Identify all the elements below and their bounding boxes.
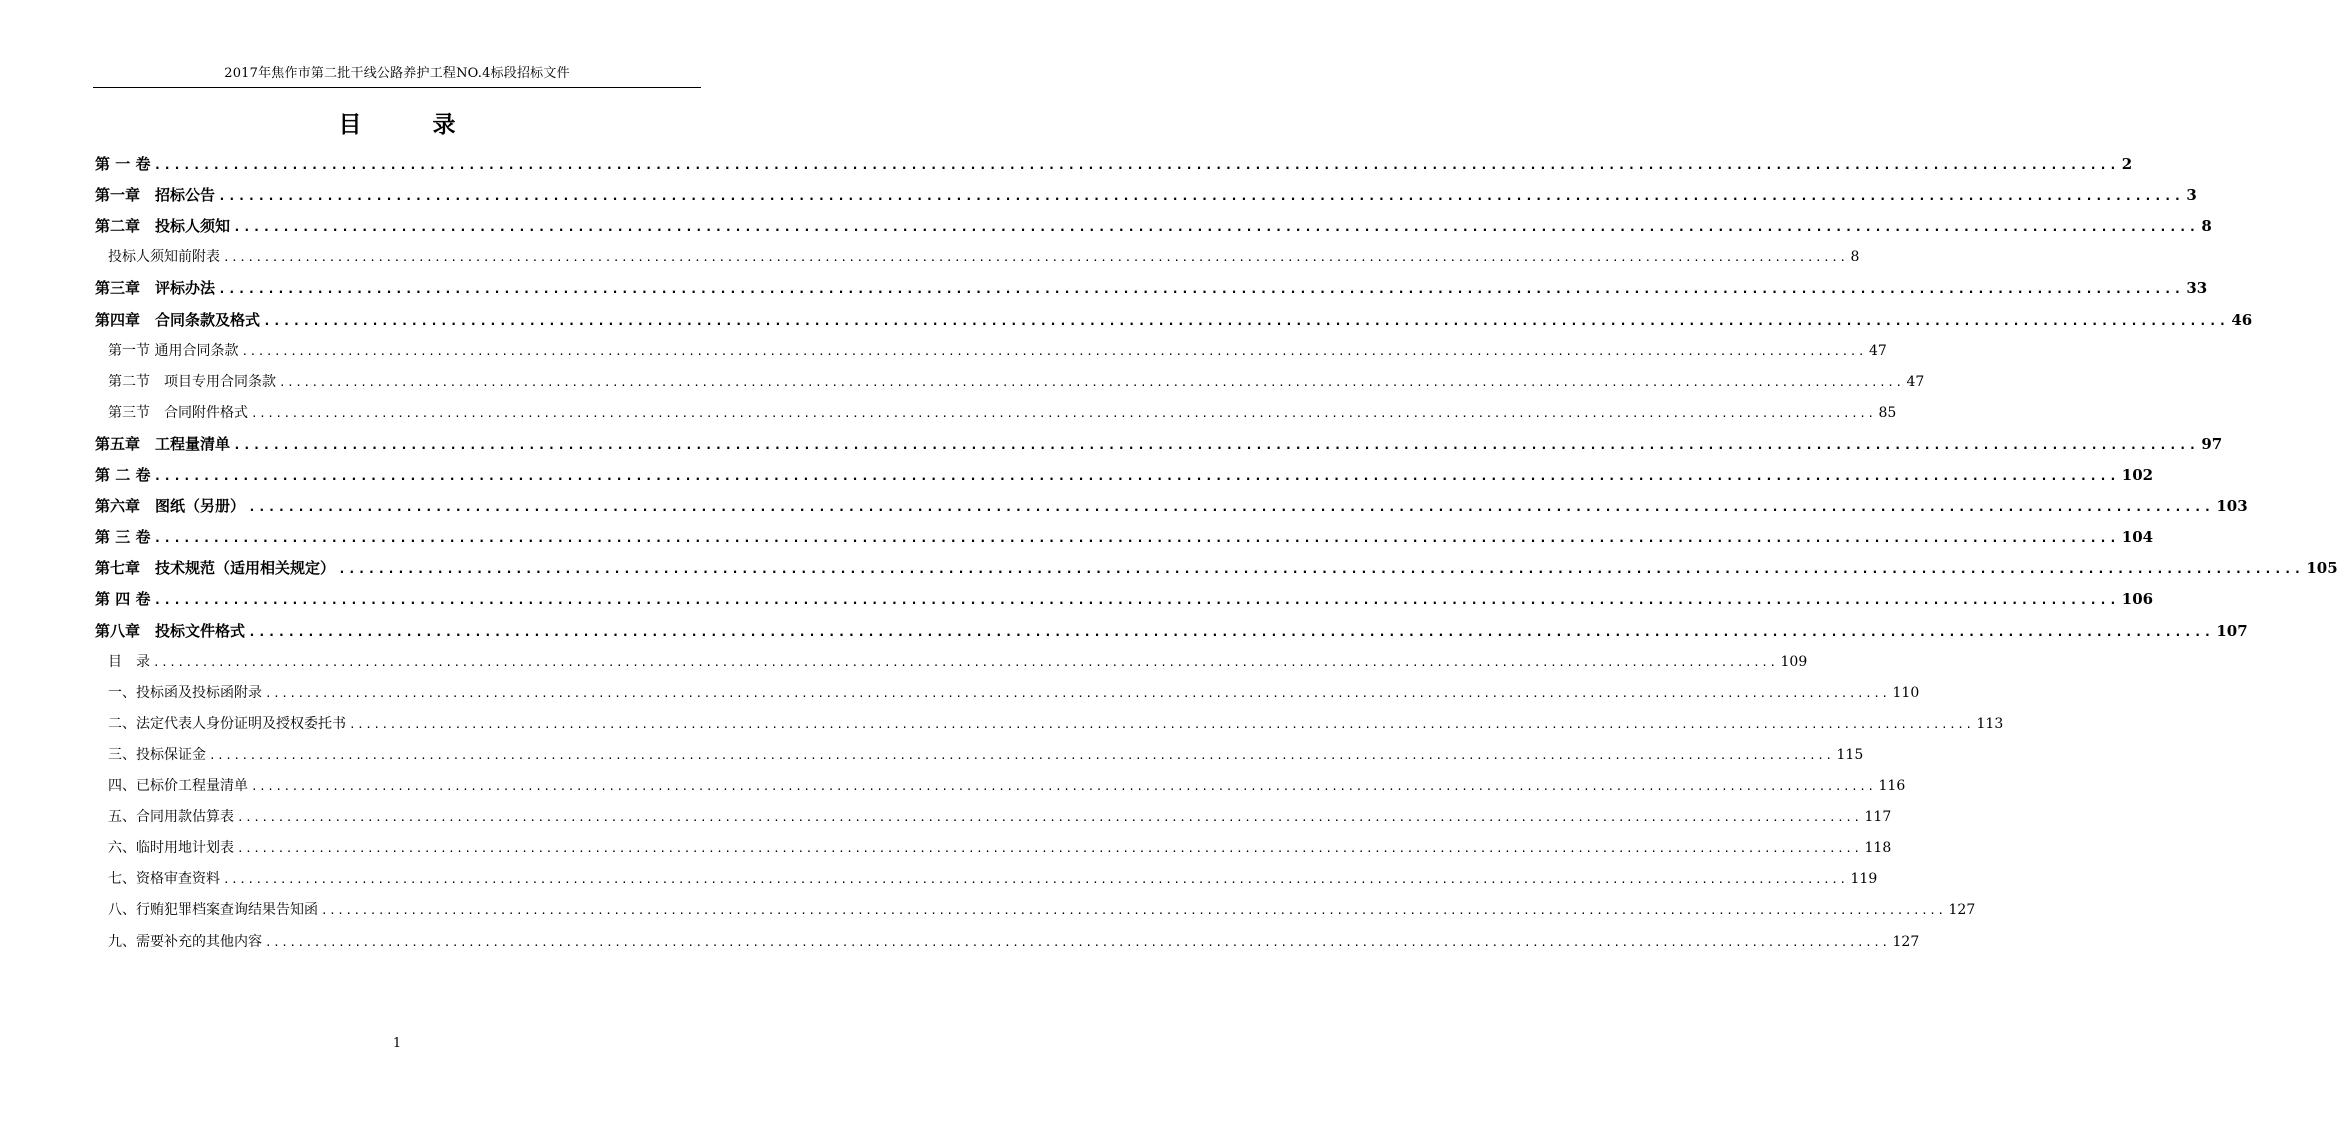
dot-leader: ........................................................................................................................................................................................................ xyxy=(349,717,1974,731)
toc-entry[interactable] xyxy=(95,620,2248,642)
toc-entry[interactable] xyxy=(95,557,2338,579)
dot-leader: ........................................................................................................................................................................................................ xyxy=(153,469,2119,484)
dot-leader: ........................................................................................................................................................................................................ xyxy=(251,406,1876,420)
page-number: 1 xyxy=(392,1036,402,1051)
toc-entry-label: 第 二 卷 xyxy=(95,466,151,484)
toc-entry-label: 九、需要补充的其他内容 xyxy=(108,933,262,950)
toc-entry[interactable] xyxy=(108,340,1887,362)
dot-leader: ........................................................................................................................................................................................................ xyxy=(209,748,1834,762)
toc-entry-page: 8 xyxy=(2201,217,2212,236)
toc-entry[interactable] xyxy=(108,713,2004,735)
dot-leader: ........................................................................................................................................................................................................ xyxy=(265,686,1890,700)
toc-entry-label: 七、资格审查资料 xyxy=(108,871,220,888)
toc-entry-label: 第二章 投标人须知 xyxy=(95,217,231,236)
toc-entry-label: 投标人须知前附表 xyxy=(108,249,220,266)
dot-leader: ........................................................................................................................................................................................................ xyxy=(233,220,2199,236)
toc-entry-page: 85 xyxy=(1878,404,1897,421)
toc-entry-label: 三、投标保证金 xyxy=(108,746,206,763)
dot-leader: ........................................................................................................................................................................................................ xyxy=(153,655,1778,669)
dot-leader: ........................................................................................................................................................................................................ xyxy=(153,531,2119,547)
toc-entry-page: 127 xyxy=(1892,933,1920,950)
dot-leader: ........................................................................................................................................................................................................ xyxy=(263,313,2229,329)
toc-entry-page: 110 xyxy=(1892,684,1920,701)
dot-leader: ........................................................................................................................................................................................................ xyxy=(241,344,1866,358)
toc-entry-page: 46 xyxy=(2231,310,2253,329)
toc-entry[interactable] xyxy=(108,775,1906,797)
toc-entry-page: 8 xyxy=(1850,249,1860,266)
toc-entry[interactable] xyxy=(95,215,2212,237)
toc-entry-label: 第三章 评标办法 xyxy=(95,279,216,298)
toc-entry[interactable] xyxy=(95,588,2154,610)
dot-leader: ........................................................................................................................................................................................................ xyxy=(248,500,2214,516)
toc-entry-page: 97 xyxy=(2201,434,2223,453)
dot-leader: ........................................................................................................................................................................................................ xyxy=(251,780,1876,793)
dot-leader: ........................................................................................................................................................................................................ xyxy=(153,593,2119,609)
toc-entry-label: 目 录 xyxy=(108,653,150,670)
running-header: 2017年焦作市第二批干线公路养护工程NO.4标段招标文件 xyxy=(224,66,570,81)
dot-leader: ........................................................................................................................................................................................................ xyxy=(237,811,1862,825)
toc-entry[interactable] xyxy=(108,806,1892,828)
dot-leader: ........................................................................................................................................................................................................ xyxy=(223,873,1848,887)
toc-entry-page: 33 xyxy=(2186,279,2208,298)
toc-entry[interactable] xyxy=(95,277,2208,299)
toc-entry-label: 五、合同用款估算表 xyxy=(108,809,234,826)
toc-entry[interactable] xyxy=(95,153,2133,175)
toc-entry-page: 106 xyxy=(2121,590,2154,609)
toc-title: 目 录 xyxy=(338,111,480,138)
toc-entry[interactable] xyxy=(108,402,1897,424)
toc-entry[interactable] xyxy=(108,899,1976,921)
toc-entry[interactable] xyxy=(108,651,1808,673)
toc-entry-page: 47 xyxy=(1868,342,1887,359)
toc-entry-label: 八、行贿犯罪档案查询结果告知函 xyxy=(108,902,318,919)
toc-entry-page: 109 xyxy=(1780,653,1808,670)
toc-entry-label: 二、法定代表人身份证明及授权委托书 xyxy=(108,715,346,732)
toc-entry[interactable] xyxy=(108,837,1892,859)
toc-entry-label: 六、临时用地计划表 xyxy=(108,840,234,857)
toc-entry-label: 第 四 卷 xyxy=(95,590,151,609)
toc-entry-page: 115 xyxy=(1836,746,1864,763)
toc-entry-page: 103 xyxy=(2216,497,2248,516)
toc-entry-page: 105 xyxy=(2306,559,2338,578)
dot-leader: ........................................................................................................................................................................................................ xyxy=(248,624,2214,640)
dot-leader: ........................................................................................................................................................................................................ xyxy=(233,437,2199,453)
dot-leader: ........................................................................................................................................................................................................ xyxy=(265,935,1890,949)
toc-entry[interactable] xyxy=(108,868,1878,890)
toc-entry[interactable] xyxy=(95,184,2197,206)
toc-entry-page: 117 xyxy=(1864,809,1892,826)
dot-leader: ........................................................................................................................................................................................................ xyxy=(338,562,2304,578)
dot-leader: ........................................................................................................................................................................................................ xyxy=(279,375,1904,389)
toc-entry[interactable] xyxy=(108,744,1864,766)
dot-leader: ........................................................................................................................................................................................................ xyxy=(218,282,2184,298)
toc-entry-label: 一、投标函及投标函附录 xyxy=(108,684,262,701)
toc-entry-page: 107 xyxy=(2216,621,2248,640)
toc-entry-label: 第 三 卷 xyxy=(95,528,151,547)
toc-entry-label: 第二节 项目专用合同条款 xyxy=(108,373,276,390)
toc-entry-label: 第五章 工程量清单 xyxy=(95,434,231,453)
toc-entry[interactable] xyxy=(95,309,2253,331)
toc-entry[interactable] xyxy=(108,931,1920,953)
toc-entry-page: 47 xyxy=(1906,373,1925,390)
toc-entry[interactable] xyxy=(95,495,2248,517)
toc-entry[interactable] xyxy=(95,433,2223,455)
toc-entry-label: 第六章 图纸（另册） xyxy=(95,497,246,516)
toc-entry-label: 四、已标价工程量清单 xyxy=(108,778,248,794)
dot-leader: ........................................................................................................................................................................................................ xyxy=(237,842,1862,856)
toc-entry-label: 第一节 通用合同条款 xyxy=(108,342,239,359)
dot-leader: ........................................................................................................................................................................................................ xyxy=(153,158,2119,173)
toc-entry-page: 104 xyxy=(2121,528,2154,547)
toc-entry-page: 102 xyxy=(2121,466,2154,484)
toc-entry-label: 第 一 卷 xyxy=(95,155,151,173)
dot-leader: ........................................................................................................................................................................................................ xyxy=(321,904,1946,918)
toc-entry-label: 第四章 合同条款及格式 xyxy=(95,310,261,329)
toc-entry-page: 116 xyxy=(1878,778,1906,794)
toc-entry-page: 119 xyxy=(1850,871,1878,888)
toc-entry[interactable] xyxy=(95,526,2154,548)
dot-leader: ........................................................................................................................................................................................................ xyxy=(218,189,2184,205)
toc-entry-page: 113 xyxy=(1976,715,2004,732)
toc-entry-page: 127 xyxy=(1948,902,1976,919)
toc-entry-page: 118 xyxy=(1864,840,1892,857)
dot-leader: ........................................................................................................................................................................................................ xyxy=(223,251,1848,265)
toc-entry-page: 3 xyxy=(2186,186,2197,205)
toc-entry-label: 第三节 合同附件格式 xyxy=(108,404,248,421)
toc-entry-label: 第八章 投标文件格式 xyxy=(95,621,246,640)
toc-entry[interactable] xyxy=(108,371,1925,393)
toc-entry-label: 第一章 招标公告 xyxy=(95,186,216,205)
toc-entry-label: 第七章 技术规范（适用相关规定） xyxy=(95,559,336,578)
toc-entry[interactable] xyxy=(95,464,2154,486)
toc-entry[interactable] xyxy=(108,246,1860,268)
toc-entry[interactable] xyxy=(108,682,1920,704)
toc-entry-page: 2 xyxy=(2121,155,2133,173)
